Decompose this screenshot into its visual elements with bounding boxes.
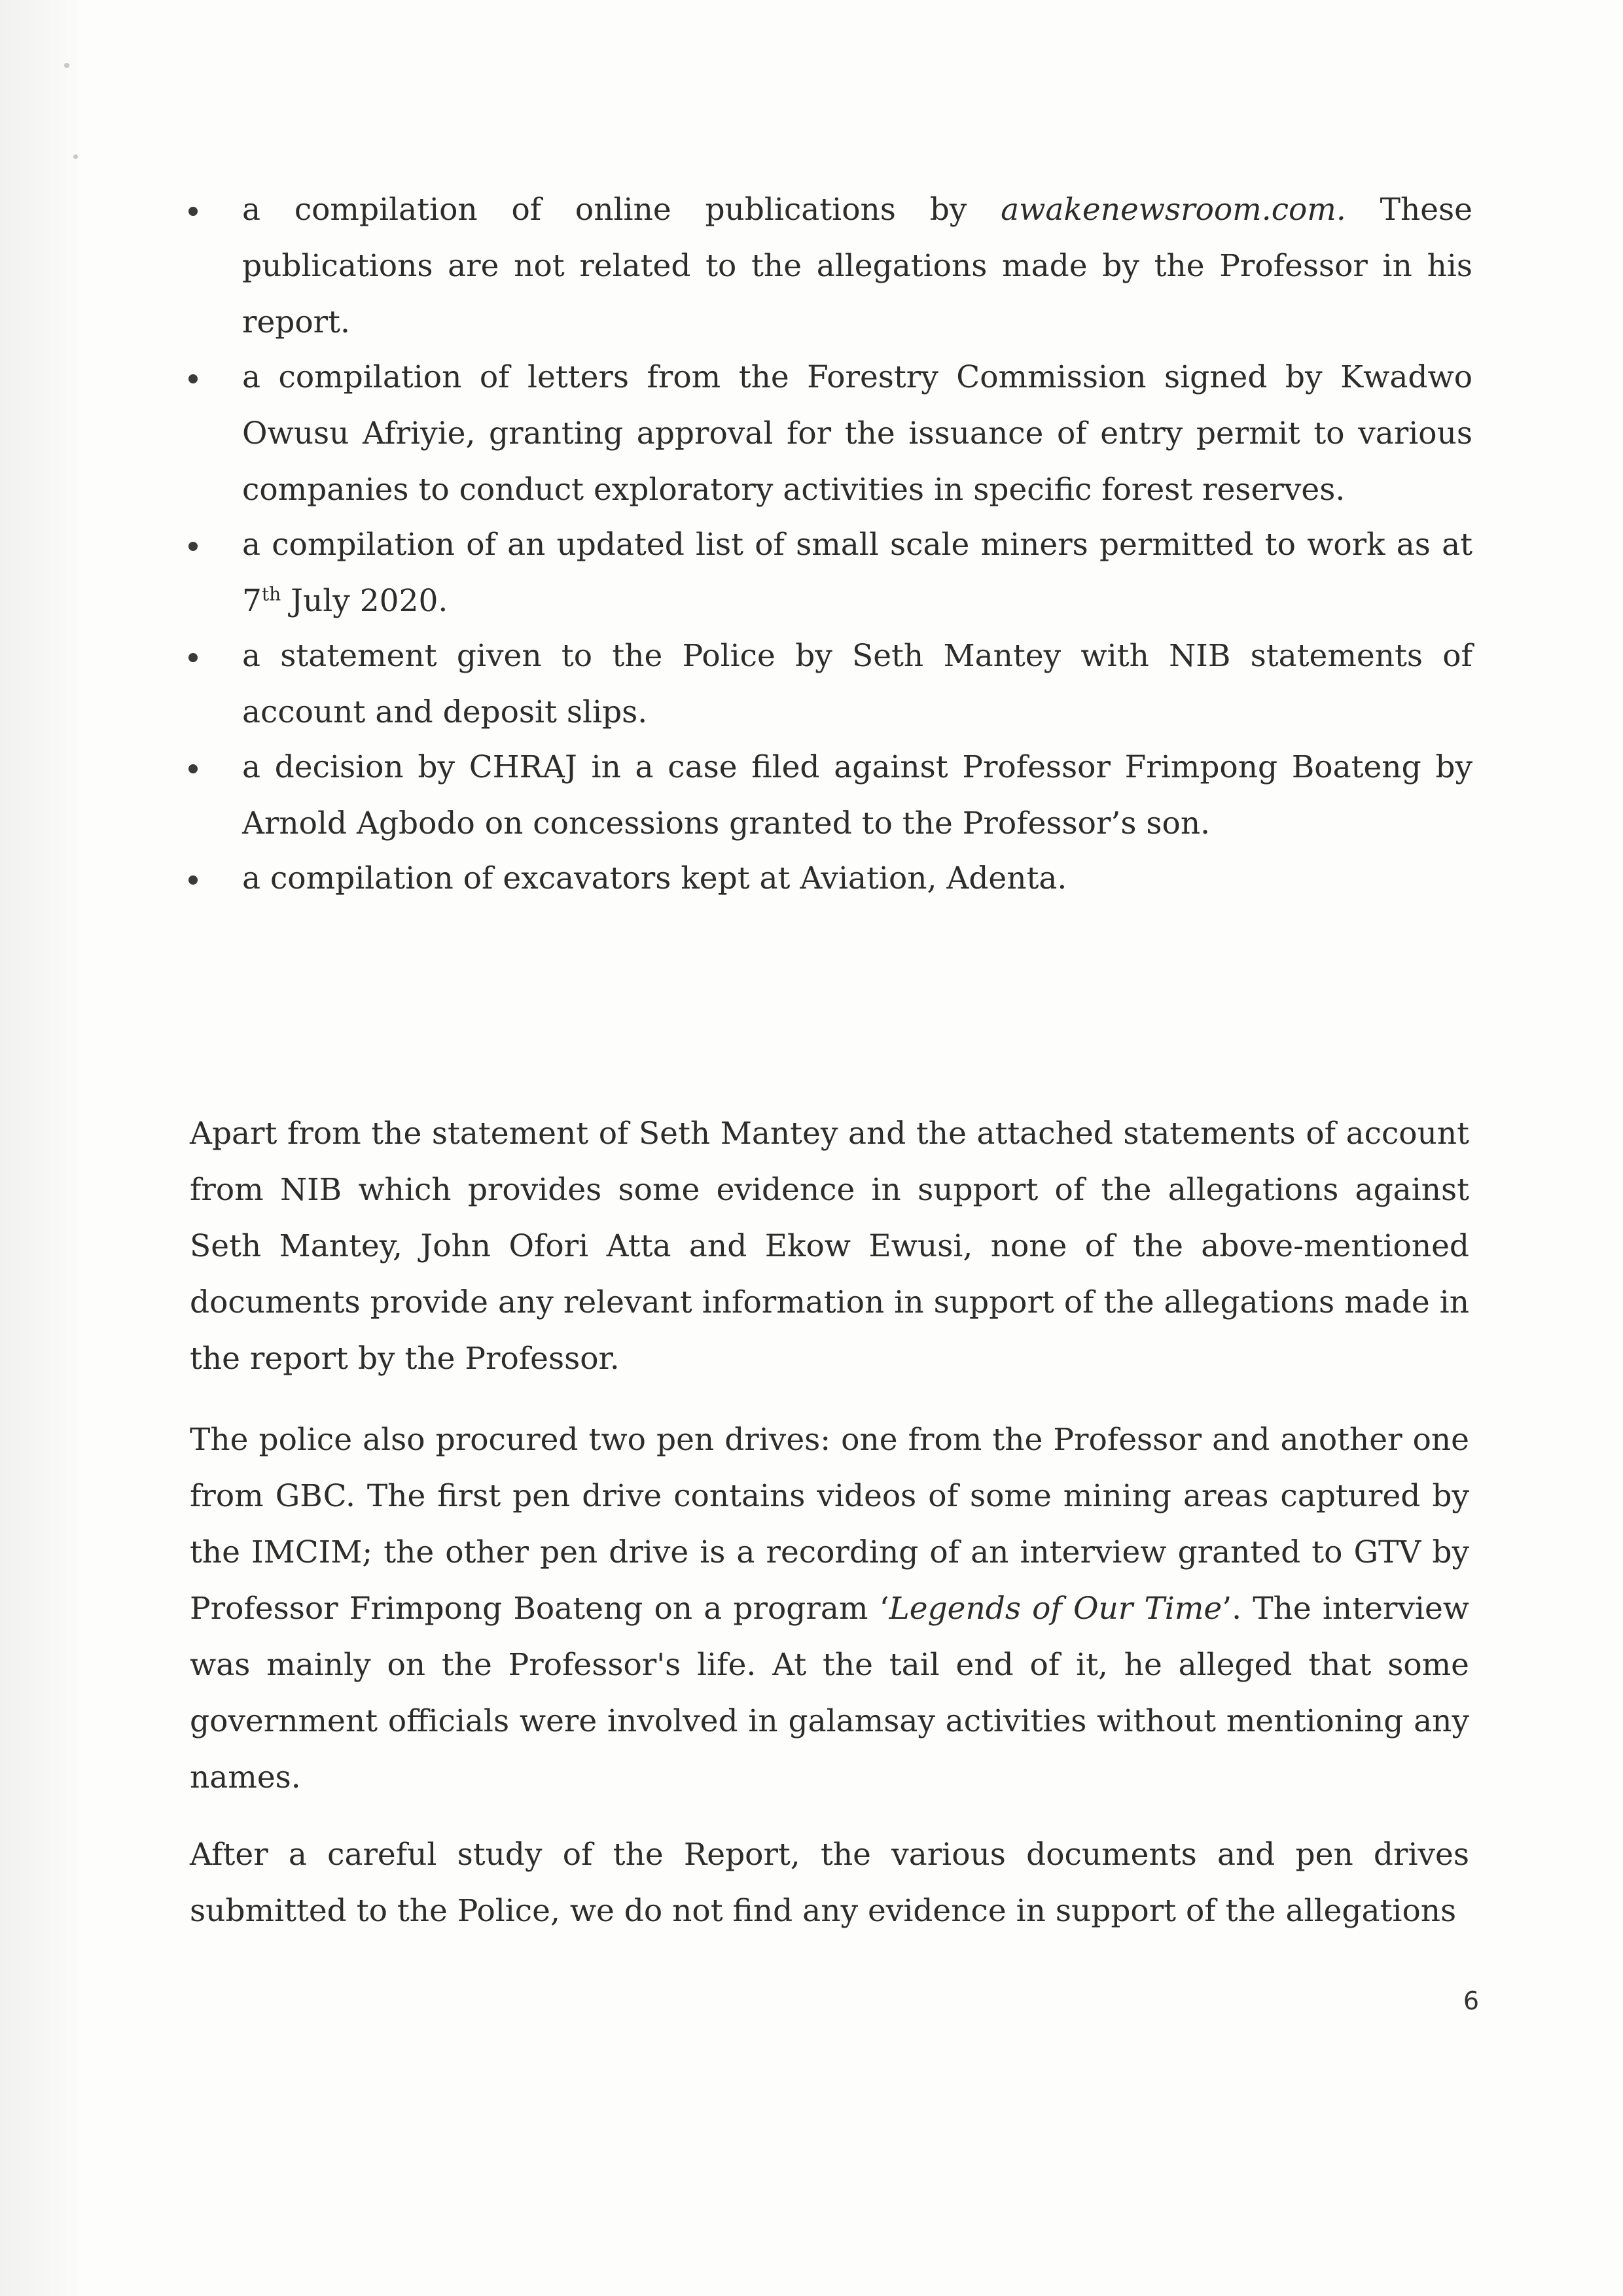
bullet-text: a compilation of excavators kept at Aviation, Adenta.: [242, 860, 1067, 896]
bullet-item-police-statement: [242, 628, 1472, 741]
evidence-bullet-list: [242, 182, 1472, 907]
bullet-text: a decision by CHRAJ in a case filed against Professor Frimpong Boateng by Arnold Agbodo on concessions granted to the Professor’s son.: [242, 749, 1472, 841]
program-title: Legends of Our Time: [889, 1591, 1222, 1627]
bullet-text: a compilation of letters from the Forestry Commission signed by Kwadwo Owusu Afriyie, granting approval for the issuance of entry permit to various companies to conduct exploratory activities in specific forest reserves.: [242, 359, 1472, 508]
paragraph-text: The police also procured two pen drives: one from the Professor and another one from GBC. The first pen drive contains videos of some mining areas captured by the IMCIM; the other pen drive is a recording of an interview granted to GTV by Professor Frimpong Boateng on a program ‘: [190, 1422, 1469, 1627]
website-name: awakenewsroom.com.: [1001, 192, 1346, 228]
scan-speck: [73, 154, 78, 159]
bullet-item-online-publications: [242, 182, 1472, 351]
ordinal-suffix: th: [261, 583, 281, 605]
scan-speck: [64, 63, 69, 68]
bullet-item-small-scale-miners: [242, 517, 1472, 629]
bullet-item-chraj-decision: [242, 739, 1472, 852]
bullet-text: These publications are not related to the allegations made by the Professor in his report.: [242, 192, 1472, 340]
bullet-text: a compilation of an updated list of small scale miners permitted to work as at 7: [242, 527, 1472, 619]
paragraph-text: ’. The interview was mainly on the Professor's life. At the tail end of it, he alleged that some government officials were involved in galamsay activities without mentioning any names.: [190, 1591, 1469, 1795]
paragraph-evidence-summary: [190, 1106, 1469, 1387]
bullet-text: July 2020.: [281, 583, 448, 619]
paragraph-text: Apart from the statement of Seth Mantey and the attached statements of account from NIB which provides some evidence in support of the allegations against Seth Mantey, John Ofori Atta and Ekow Ewusi, none of the above-mentioned documents provide any relevant information in support of the allegations made in the report by the Professor.: [190, 1116, 1469, 1377]
bullet-text: a statement given to the Police by Seth Mantey with NIB statements of account and deposit slips.: [242, 638, 1472, 730]
page-number: 6: [1463, 1987, 1479, 2015]
paragraph-text: After a careful study of the Report, the various documents and pen drives submitted to the Police, we do not find any evidence in support of the allegations: [190, 1837, 1469, 1929]
paragraph-conclusion: [190, 1827, 1469, 1939]
bullet-item-excavators: [242, 851, 1472, 907]
bullet-text: a compilation of online publications by: [242, 192, 1001, 228]
scan-edge-shading: [0, 0, 79, 2296]
paragraph-pen-drives: [190, 1412, 1469, 1806]
bullet-item-forestry-letters: [242, 349, 1472, 518]
